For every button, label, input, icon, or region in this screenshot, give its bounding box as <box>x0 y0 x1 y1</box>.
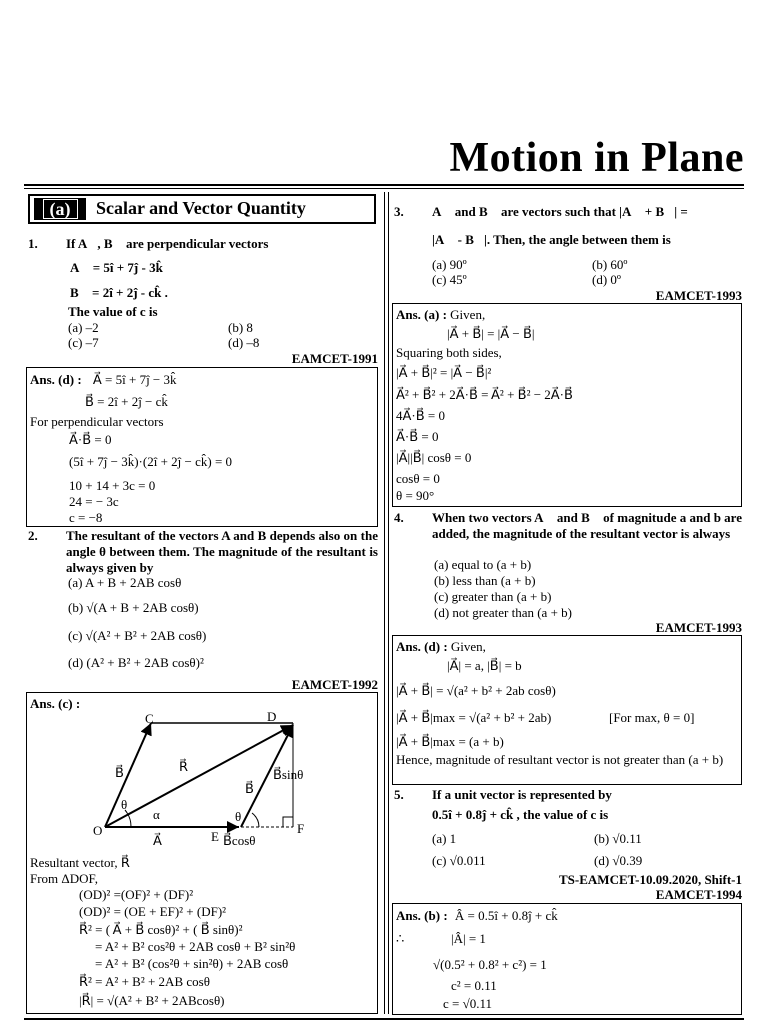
q5-option-b: (b) √0.11 <box>594 831 642 846</box>
answer-4-label: Ans. (d) : <box>396 639 448 654</box>
section-title: Scalar and Vector Quantity <box>96 198 306 218</box>
label-r: R⃗ <box>179 759 189 774</box>
answer-2-box <box>26 692 378 1014</box>
q5-stem-2: 0.5î + 0.8ĵ + ck̂ , the value of c is <box>432 807 609 822</box>
answer-3-line-7: |A⃗||B⃗| cosθ = 0 <box>396 450 472 465</box>
answer-2-label: Ans. (c) : <box>30 696 81 711</box>
footer-rule <box>24 1018 744 1020</box>
column-divider <box>384 192 385 1014</box>
q1-option-a: (a) –2 <box>68 320 99 335</box>
page-title: Motion in Plane <box>449 135 744 181</box>
q3-stem-1: A⃗ and B⃗ are vectors such that |A⃗ + B⃗| = <box>432 204 688 219</box>
answer-5-line-1: Â = 0.5î + 0.8ĵ + ck̂ <box>454 908 558 923</box>
answer-1-line-5: (5î + 7ĵ − 3k̂)·(2î + 2ĵ − ck̂) = 0 <box>69 454 233 469</box>
q5-number: 5. <box>394 787 404 802</box>
answer-4-line-1: |A⃗| = a, |B⃗| = b <box>447 658 522 673</box>
point-o: O <box>93 823 103 838</box>
q2-source: EAMCET-1992 <box>291 677 378 692</box>
answer-2-line-9: |R⃗| = √(A² + B² + 2ABcosθ) <box>79 993 225 1008</box>
q5-stem-1: If a unit vector is represented by <box>432 787 612 802</box>
answer-2-line-1: Resultant vector, R⃗ <box>30 855 130 870</box>
answer-1-line-3: For perpendicular vectors <box>30 414 164 429</box>
q2-option-d: (d) (A² + B² + 2AB cosθ)² <box>68 655 204 670</box>
section-tag: (a) <box>34 198 86 220</box>
point-f: F <box>297 821 305 836</box>
q2-stem: The resultant of the vectors A and B depends also on the angle θ between them. The magnitude of the resultant is always given by <box>66 528 378 575</box>
q3-number: 3. <box>394 204 404 219</box>
answer-5-line-2: |Â| = 1 <box>451 931 486 946</box>
answer-3-line-5: 4A⃗·B⃗ = 0 <box>396 408 445 423</box>
answer-5-line-5: c = √0.11 <box>443 996 493 1011</box>
q4-option-d: (d) not greater than (a + b) <box>434 605 572 620</box>
header-rule-thin <box>24 188 744 189</box>
q3-source: EAMCET-1993 <box>655 288 742 303</box>
q4-option-c: (c) greater than (a + b) <box>434 589 552 604</box>
label-alpha: α <box>153 807 160 822</box>
q5-source-2: EAMCET-1994 <box>655 887 742 902</box>
point-c: C <box>145 711 154 726</box>
answer-1-line-6: 10 + 14 + 3c = 0 <box>69 478 156 493</box>
answer-2-line-4: (OD)² = (OE + EF)² + (DF)² <box>79 904 227 919</box>
q4-stem: When two vectors A⃗ and B⃗ of magnitude a and b are added, the magnitude of the resultant vector is always <box>432 510 742 541</box>
vector-b-arrow <box>105 723 151 827</box>
answer-3-line-4: A⃗² + B⃗² + 2A⃗·B⃗ = A⃗² + B⃗² − 2A⃗·B⃗ <box>396 387 573 402</box>
answer-3-line-1: |A⃗ + B⃗| = |A⃗ − B⃗| <box>447 326 535 341</box>
answer-4-box <box>392 635 742 785</box>
q4-number: 4. <box>394 510 404 525</box>
answer-5-label: Ans. (b) : <box>396 908 448 923</box>
q1-option-c: (c) –7 <box>68 335 99 350</box>
theta2-arc <box>252 813 259 827</box>
answer-4-line-3: |A⃗ + B⃗|max = √(a² + b² + 2ab) <box>396 710 552 725</box>
right-angle-mark <box>283 817 293 827</box>
section-heading <box>28 194 376 224</box>
answer-2-line-7: = A² + B² (cos²θ + sin²θ) + 2AB cosθ <box>95 956 289 971</box>
q1-eq-a: A⃗ = 5î + 7ĵ - 3k̂ <box>70 260 163 275</box>
answer-3-line-8: cosθ = 0 <box>396 471 440 486</box>
vector-r-arrow <box>105 725 293 827</box>
label-bcos: B⃗cosθ <box>223 833 256 848</box>
q1-option-d: (d) –8 <box>228 335 260 350</box>
answer-3-line-9: θ = 90° <box>396 488 435 503</box>
q1-eq-b: B⃗ = 2î + 2ĵ - ck̂ . <box>70 285 168 300</box>
q5-source-1: TS-EAMCET-10.09.2020, Shift-1 <box>559 872 742 887</box>
answer-2-line-8: R⃗² = A² + B² + 2AB cosθ <box>79 974 210 989</box>
answer-1-line-8: c = −8 <box>69 510 103 525</box>
q2-option-b: (b) √(A + B + 2AB cosθ) <box>68 600 199 615</box>
label-bsin: B⃗sinθ <box>273 767 304 782</box>
answer-3-line-2: Squaring both sides, <box>396 345 502 360</box>
answer-1-line-7: 24 = − 3c <box>69 494 119 509</box>
label-theta: θ <box>121 797 128 812</box>
point-d: D <box>267 709 277 724</box>
answer-4-line-5: |A⃗ + B⃗|max = (a + b) <box>396 734 504 749</box>
q1-ask: The value of c is <box>68 304 158 319</box>
answer-2-line-2: From ΔDOF, <box>30 871 98 886</box>
answer-3-box <box>392 303 742 507</box>
answer-5-line-3: √(0.5² + 0.8² + c²) = 1 <box>433 957 547 972</box>
answer-1-box <box>26 367 378 527</box>
label-theta2: θ <box>235 809 242 824</box>
q1-option-b: (b) 8 <box>228 320 253 335</box>
answer-1-line-1: A⃗ = 5î + 7ĵ − 3k̂ <box>92 372 177 387</box>
label-a: A⃗ <box>153 833 162 848</box>
q1-number: 1. <box>28 236 38 251</box>
answer-4-line-6: Hence, magnitude of resultant vector is not greater than (a + b) <box>396 752 724 767</box>
label-b: B⃗ <box>115 765 124 780</box>
answer-3-given: Given, <box>450 307 486 322</box>
q4-option-a: (a) equal to (a + b) <box>434 557 532 572</box>
q5-option-d: (d) √0.39 <box>594 853 643 868</box>
q2-option-a: (a) A + B + 2AB cosθ <box>68 575 182 590</box>
answer-3-label: Ans. (a) : <box>396 307 447 322</box>
answer-2-line-3: (OD)² =(OF)² + (DF)² <box>79 887 194 902</box>
q1-source: EAMCET-1991 <box>291 351 378 366</box>
column-divider-2 <box>388 192 389 1014</box>
answer-5-therefore: ∴ <box>396 931 405 946</box>
answer-3-line-3: |A⃗ + B⃗|² = |A⃗ − B⃗|² <box>396 365 492 380</box>
header-rule <box>24 184 744 186</box>
q3-option-b: (b) 60º <box>592 257 628 272</box>
q5-option-a: (a) 1 <box>432 831 457 846</box>
answer-1-label: Ans. (d) : <box>30 372 82 387</box>
answer-1-line-4: A⃗·B⃗ = 0 <box>69 432 112 447</box>
q4-option-b: (b) less than (a + b) <box>434 573 536 588</box>
point-e: E <box>211 829 219 844</box>
q3-option-c: (c) 45º <box>432 272 467 287</box>
answer-5-box <box>392 903 742 1015</box>
answer-4-given: Given, <box>450 639 486 654</box>
q3-option-a: (a) 90º <box>432 257 467 272</box>
answer-1-line-2: B⃗ = 2î + 2ĵ − ck̂ <box>85 394 168 409</box>
q3-stem-2: |A⃗ - B⃗|. Then, the angle between them is <box>432 232 671 247</box>
q5-option-c: (c) √0.011 <box>432 853 486 868</box>
q3-option-d: (d) 0º <box>592 272 621 287</box>
answer-2-line-5: R⃗² = ( A⃗ + B⃗ cosθ)² + ( B⃗ sinθ)² <box>79 922 243 937</box>
answer-2-line-6: = A² + B² cos²θ + 2AB cosθ + B² sin²θ <box>95 939 296 954</box>
q4-source: EAMCET-1993 <box>655 620 742 635</box>
q2-option-c: (c) √(A² + B² + 2AB cosθ) <box>68 628 207 643</box>
answer-3-line-6: A⃗·B⃗ = 0 <box>396 429 439 444</box>
answer-4-line-2: |A⃗ + B⃗| = √(a² + b² + 2ab cosθ) <box>396 683 556 698</box>
label-b2: B⃗ <box>245 781 254 796</box>
q2-number: 2. <box>28 528 38 543</box>
q1-stem: If A⃗, B⃗ are perpendicular vectors <box>66 236 269 251</box>
answer-5-line-4: c² = 0.11 <box>451 978 497 993</box>
answer-4-line-4: [For max, θ = 0] <box>609 710 695 725</box>
